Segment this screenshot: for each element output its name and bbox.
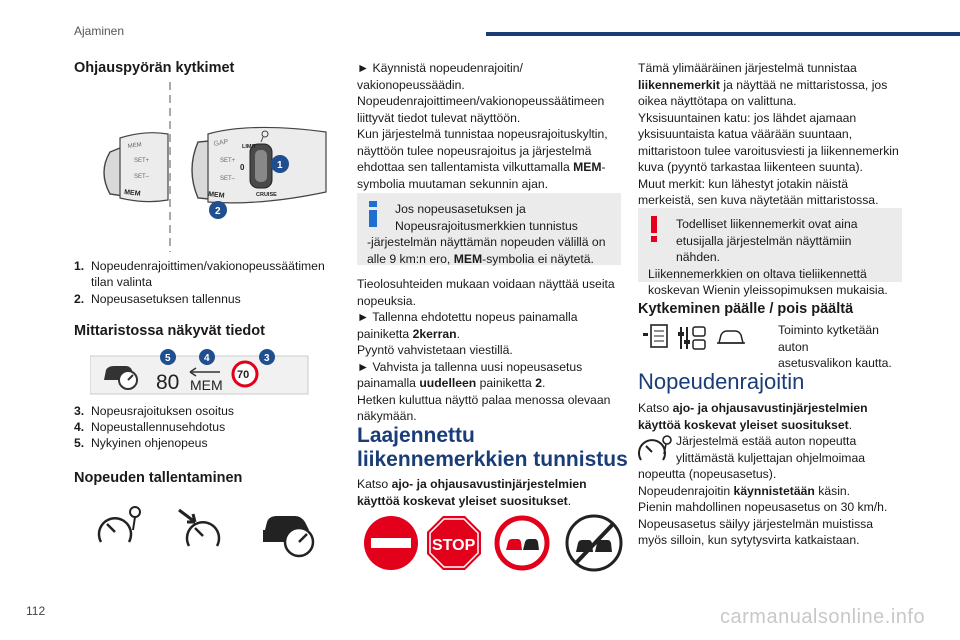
stop-sign-icon xyxy=(427,516,481,570)
list-item: 3. Nopeusrajoituksen osoitus xyxy=(74,404,234,418)
settings-menu-icons xyxy=(641,323,751,353)
cluster-legend-list xyxy=(74,403,328,451)
end-no-overtaking-sign-icon xyxy=(567,516,621,570)
running-header: Ajaminen xyxy=(74,24,125,38)
warning-icon xyxy=(648,216,660,242)
list-item: 2. Nopeusasetuksen tallennus xyxy=(74,292,241,306)
car-outline-icon xyxy=(717,331,745,343)
svg-text:2: 2 xyxy=(215,206,221,217)
on-off-text: Toiminto kytketään auton asetusvalikon kautta. xyxy=(778,323,892,370)
label-gap: GAP xyxy=(213,138,229,148)
label-set-plus-right: SET+ xyxy=(220,158,236,164)
mem-label: MEM xyxy=(190,377,223,393)
stalk-left-view xyxy=(104,133,168,202)
callout-2 xyxy=(209,201,227,219)
heading-cluster-info: Mittaristossa näkyvät tiedot xyxy=(74,323,265,339)
limiter-reference-text: Katso ajo- ja ohjausavustinjärjestelmien käyttöä koskevat yleiset suositukset. xyxy=(638,401,868,432)
callout-5 xyxy=(160,349,176,365)
stalk-right-view xyxy=(192,127,326,202)
cluster-display-illustration xyxy=(90,348,312,396)
speed-limit-sign-value: 70 xyxy=(237,369,250,381)
steering-stalk-illustration xyxy=(90,82,330,252)
menu-screen-icon xyxy=(643,325,667,347)
switch-legend-list xyxy=(74,258,328,307)
heading-extended-sign-recognition: Laajennettu liikennemerkkien tunnistus xyxy=(357,424,628,471)
list-item: 1. Nopeudenrajoittimen/vakionopeussäätimen tilan valinta xyxy=(74,259,325,289)
intro-text-block: ► Käynnistä nopeudenrajoitin/ vakionopeussäädin. Nopeudenrajoittimeen/vakionopeussäätimeen liittyvät tiedot tulevat näyttöön. Kun järjestelmä tunnistaa nopeusrajoituskyltin, näyttöön tulee nopeusrajoitus ja järjestelmä ehdottaa sen tallentamista vilkuttamalla MEM- symbolia muutaman sekunnin ajan. xyxy=(357,61,608,191)
callout-3 xyxy=(259,349,275,365)
info-note: Jos nopeusasetuksen ja Nopeusrajoitusmerkkien tunnistus -järjestelmän näyttämän nopeuden välillä on alle 9 km:n ero, MEM-symbolia ei näytetä. xyxy=(357,193,621,265)
watermark: carmanualsonline.info xyxy=(720,606,926,628)
callout-4 xyxy=(199,349,215,365)
callout-1 xyxy=(271,155,289,173)
heading-steering-switches: Ohjauspyörän kytkimet xyxy=(74,60,235,76)
svg-text:5: 5 xyxy=(165,353,171,364)
label-set-plus-left: SET+ xyxy=(134,158,150,164)
save-procedure-text: Tieolosuhteiden mukaan voidaan näyttää useita nopeuksia. ► Tallenna ehdotettu nopeus painamalla painiketta 2kerran. Pyyntö vahvistetaan viestillä. ► Vahvista ja tallenna uusi nopeusasetus painamalla uudelleen painiketta 2. Hetken kuluttua näyttö palaa menossa olevaan näkymään. xyxy=(357,277,615,423)
svg-text:3: 3 xyxy=(264,353,270,364)
traffic-signs-row xyxy=(364,514,626,572)
list-item: 4. Nopeustallennusehdotus xyxy=(74,420,226,434)
heading-speed-limiter: Nopeudenrajoitin xyxy=(638,369,805,394)
heading-on-off: Kytkeminen päälle / pois päältä xyxy=(638,301,854,317)
page-number: 112 xyxy=(26,604,46,618)
label-zero: 0 xyxy=(240,163,245,172)
speedometer-pin-icon xyxy=(99,507,140,542)
no-entry-sign-icon xyxy=(364,516,418,570)
driving-aids-icon xyxy=(678,327,705,349)
speedometer-arrow-icon xyxy=(179,510,219,546)
current-speed-value: 80 xyxy=(156,371,180,394)
speed-saving-icons xyxy=(95,500,325,560)
ext-reference-text: Katso ajo- ja ohjausavustinjärjestelmien käyttöä koskevat yleiset suositukset. xyxy=(357,477,587,508)
svg-text:1: 1 xyxy=(277,160,283,171)
warning-note: Todelliset liikennemerkit ovat aina etusijalla järjestelmän näyttämiin nähden. Liikennemerkkien on oltava tieliikennettä koskevan Wienin yleissopimuksen mukaisia. xyxy=(638,208,902,282)
limiter-description: Järjestelmä estää auton nopeutta ylittämästä kuljettajan ohjelmoimaa nopeutta (nopeusasetus). Nopeudenrajoitin käynnistetään käsin. Pienin mahdollinen nopeusasetus on 30 km/h. Nopeusasetus säilyy järjestelmän muistissa myös silloin, kun sytytysvirta katkaistaan. xyxy=(638,434,888,547)
info-icon xyxy=(367,201,379,227)
sign-recognition-text: Tämä ylimääräinen järjestelmä tunnistaa liikennemerkit ja näyttää ne mittaristossa, jos oikea näyttötapa on valittuna. Yksisuuntainen katu: jos lähdet ajamaan yksisuuntaista katua väärään suuntaan, mittaristoon tulee varoitusviesti ja liikennemerkin kuva (pyyntö tarkastaa liikenteen suunta). Muut merkit: kun lähestyt jotakin näistä merkeistä, sen kuva näytetään mittaristossa. xyxy=(638,61,899,207)
car-speedometer-icon xyxy=(263,516,313,556)
label-set-minus-right: SET– xyxy=(220,176,236,182)
no-overtaking-sign-icon xyxy=(497,518,547,568)
label-mem-right: MEM xyxy=(207,191,225,200)
header-accent-bar xyxy=(486,32,960,36)
label-mem-left-bottom: MEM xyxy=(123,189,141,198)
label-cruise: CRUISE xyxy=(256,192,277,198)
label-limit: LIMIT xyxy=(242,144,257,150)
svg-text:STOP: STOP xyxy=(432,537,476,554)
label-mem-left-top: MEM xyxy=(127,142,143,150)
label-set-minus-left: SET– xyxy=(134,174,150,180)
svg-text:4: 4 xyxy=(204,353,210,364)
list-item: 5. Nykyinen ohjenopeus xyxy=(74,436,208,450)
heading-speed-saving: Nopeuden tallentaminen xyxy=(74,470,243,486)
